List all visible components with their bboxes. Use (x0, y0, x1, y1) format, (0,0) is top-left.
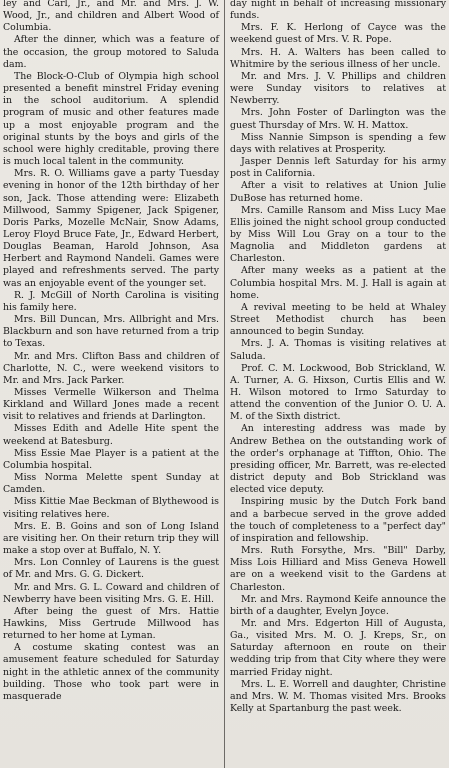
news-item: A costume skating contest was an amusement feature scheduled for Saturday night in the athletic annex of the community building. Those who took part were in masquerade (3, 642, 219, 702)
news-item: Misses Vermelle Wilkerson and Thelma Kirkland and Willard Jones made a recent visit to relatives and friends at Darlington. (3, 387, 219, 423)
news-item: After the dinner, which was a feature of the occasion, the group motored to Saluda dam. (3, 34, 219, 70)
news-item: Mrs. E. B. Goins and son of Long Island are visiting her. On their return trip they will make a stop over at Buffalo, N. Y. (3, 520, 219, 557)
news-item: An interesting address was made by Andrew Bethea on the outstanding work of the order's orphanage at Tiffton, Ohio. The presiding officer, Mr. Barrett, was re-elected district deputy and Bob Strickland was elected vice deputy. (230, 423, 446, 496)
news-item: Mr. and Mrs. J. V. Phillips and children were Sunday visitors to relatives at Newberry. (230, 70, 446, 107)
news-item: Mrs. L. E. Worrell and daughter, Christine and Mrs. W. M. Thomas visited Mrs. Brooks Kelly at Spartanburg the past week. (230, 678, 446, 715)
news-item: Mr. and Mrs. Raymond Keife announce the birth of a daughter, Evelyn Joyce. (230, 593, 446, 617)
news-item: Misses Edith and Adelle Hite spent the weekend at Batesburg. (3, 423, 219, 447)
news-item: Inspiring music by the Dutch Fork band and a barbecue served in the grove added the touch of completeness to a "perfect day" of inspiration and fellowship. (230, 496, 446, 544)
left-column (3, 0, 219, 768)
news-item: A revival meeting to be held at Whaley Street Methodist church has been announced to begin Sunday. (230, 301, 446, 338)
news-item: Mrs. R. O. Williams gave a party Tuesday evening in honor of the 12th birthday of her son, Jack. Those attending were: Elizabeth Millwood, Sammy Spigener, Jack Spigener, Doris Parks, Mozelle McNair, Snow Adams, Leroy Floyd Bruce Fate, Jr., Edward Herbert, Douglas Beaman, Harold Johnson, Asa Herbert and Raymond Nandeli. Games were played and refreshments served. The party was an enjoyable event of the younger set. (3, 168, 219, 289)
news-item: Miss Essie Mae Player is a patient at the Columbia hospital. (3, 447, 219, 471)
news-item: Mrs. Lon Connley of Laurens is the guest of Mr. and Mrs. G. G. Dickert. (3, 557, 219, 581)
news-item: Mrs. J. A. Thomas is visiting relatives at Saluda. (230, 338, 446, 362)
news-item: Mr. and Mrs. Edgerton Hill of Augusta, Ga., visited Mrs. M. O. J. Kreps, Sr., on Saturday afternoon en route on their wedding trip from that City where they were married Friday night. (230, 617, 446, 678)
news-item: day night in behalf of increasing missionary funds. (230, 0, 446, 22)
news-item: After many weeks as a patient at the Columbia hospital Mrs. M. J. Hall is again at home. (230, 265, 446, 301)
news-item: Prof. C. M. Lockwood, Bob Strickland, W. A. Turner, A. G. Hixson, Curtis Ellis and W. H. Wilson motored to Irmo Saturday to attend the convention of the Junior O. U. A. M. of the Sixth district. (230, 362, 446, 423)
news-item: Mrs. Bill Duncan, Mrs. Allbright and Mrs. Blackburn and son have returned from a trip to Texas. (3, 314, 219, 350)
news-item: ley and Carl, Jr., and Mr. and Mrs. J. W. Wood, Jr., and children and Albert Wood of Columbia. (3, 0, 219, 34)
right-column (230, 0, 446, 768)
news-item: After a visit to relatives at Union Julie DuBose has returned home. (230, 180, 446, 204)
news-item: Miss Norma Melette spent Sunday at Camden. (3, 472, 219, 496)
news-item: Mrs. H. A. Walters has been called to Whitmire by the serious illness of her uncle. (230, 46, 446, 70)
news-item: R. J. McGill of North Carolina is visiting his family here. (3, 289, 219, 313)
news-item: The Block-O-Club of Olympia high school presented a benefit minstrel Friday evening in the school auditorium. A splendid program of music and other features made up a most enjoyable program and the original stunts by the boys and girls of the school were highly creditable, proving there is much local talent in the community. (3, 70, 219, 168)
news-item: Mr. and Mrs. Clifton Bass and children of Charlotte, N. C., were weekend visitors to Mr. and Mrs. Jack Parker. (3, 350, 219, 386)
news-item: Mrs. John Foster of Darlington was the guest Thursday of Mrs. W. H. Mattox. (230, 107, 446, 131)
news-item: Mrs. Camille Ransom and Miss Lucy Mae Ellis joined the night school group conducted by Miss Will Lou Gray on a tour to the Magnolia and Middleton gardens at Charleston. (230, 204, 446, 265)
news-item: Miss Kittie Mae Beckman of Blythewood is visiting relatives here. (3, 496, 219, 520)
news-item: Miss Nannie Simpson is spending a few days with relatives at Prosperity. (230, 131, 446, 155)
news-item: Mr. and Mrs. G. L. Coward and children of Newberry have been visiting Mrs. G. E. Hill. (3, 581, 219, 605)
news-item: Mrs. Ruth Forsythe, Mrs. "Bill" Darby, Miss Lois Hilliard and Miss Geneva Howell are on a weekend visit to the Gardens at Charleston. (230, 545, 446, 593)
news-item: After being the guest of Mrs. Hattie Hawkins, Miss Gertrude Millwood has returned to her home at Lyman. (3, 605, 219, 642)
news-item: Mrs. F. K. Herlong of Cayce was the weekend guest of Mrs. V. R. Pope. (230, 22, 446, 46)
news-item: Jasper Dennis left Saturday for his army post in California. (230, 156, 446, 180)
column-rule (224, 0, 225, 768)
